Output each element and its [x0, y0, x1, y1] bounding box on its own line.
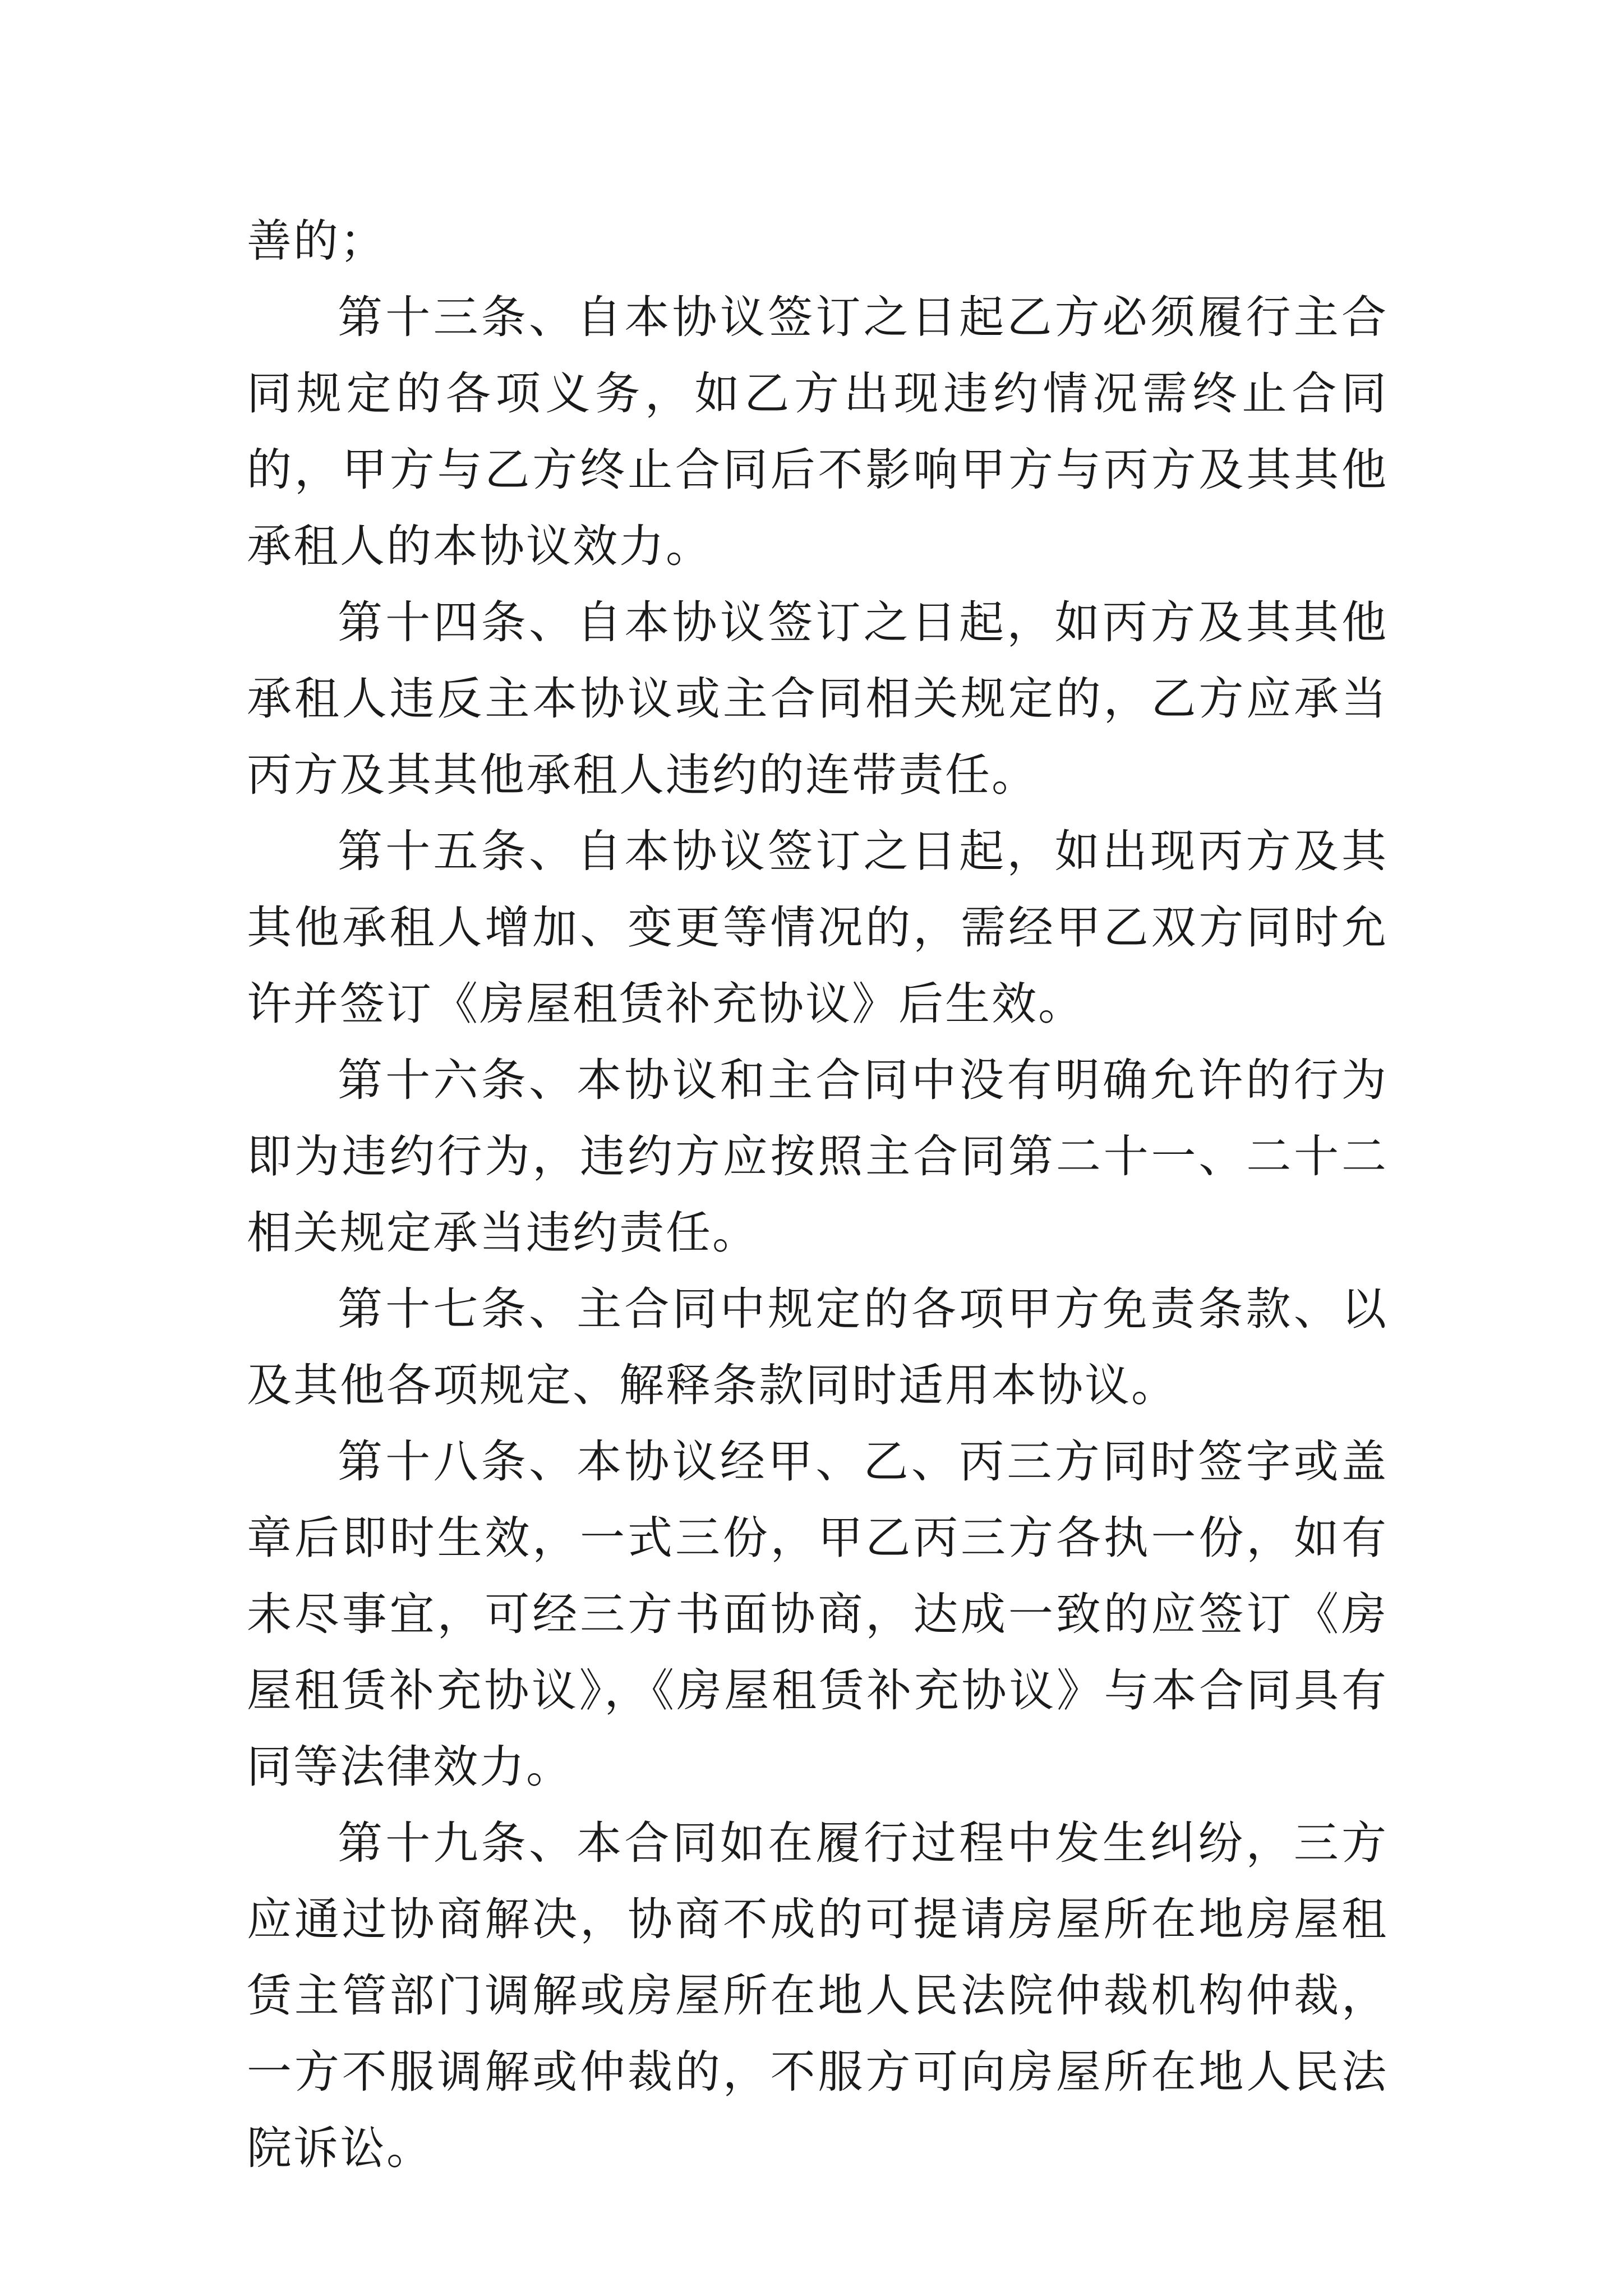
- paragraph-article-19: 第十九条、本合同如在履行过程中发生纠纷，三方应通过协商解决，协商不成的可提请房屋所在地房屋租赁主管部门调解或房屋所在地人民法院仲裁机构仲裁，一方不服调解或仲裁的，不服方可向房屋所在地人民法院诉讼。: [247, 1817, 1388, 2174]
- paragraph-continuation: 善的；: [247, 215, 386, 267]
- paragraph-article-18: 第十八条、本协议经甲、乙、丙三方同时签字或盖章后即时生效，一式三份，甲乙丙三方各执一份，如有未尽事宜，可经三方书面协商，达成一致的应签订《房屋租赁补充协议》，《房屋租赁补充协议》与本合同具有同等法律效力。: [247, 1435, 1388, 1793]
- document-body: [247, 203, 1388, 2187]
- paragraph-article-17: 第十七条、主合同中规定的各项甲方免责条款、以及其他各项规定、解释条款同时适用本协议。: [247, 1283, 1388, 1411]
- paragraph-article-13: 第十三条、自本协议签订之日起乙方必须履行主合同规定的各项义务，如乙方出现违约情况需终止合同的，甲方与乙方终止合同后不影响甲方与丙方及其其他承租人的本协议效力。: [247, 291, 1388, 572]
- paragraph-article-14: 第十四条、自本协议签订之日起，如丙方及其其他承租人违反主本协议或主合同相关规定的，乙方应承当丙方及其其他承租人违约的连带责任。: [247, 596, 1388, 801]
- paragraph-article-15: 第十五条、自本协议签订之日起，如出现丙方及其其他承租人增加、变更等情况的，需经甲乙双方同时允许并签订《房屋租赁补充协议》后生效。: [247, 825, 1388, 1030]
- paragraph-article-16: 第十六条、本协议和主合同中没有明确允许的行为即为违约行为，违约方应按照主合同第二十一、二十二相关规定承当违约责任。: [247, 1054, 1388, 1259]
